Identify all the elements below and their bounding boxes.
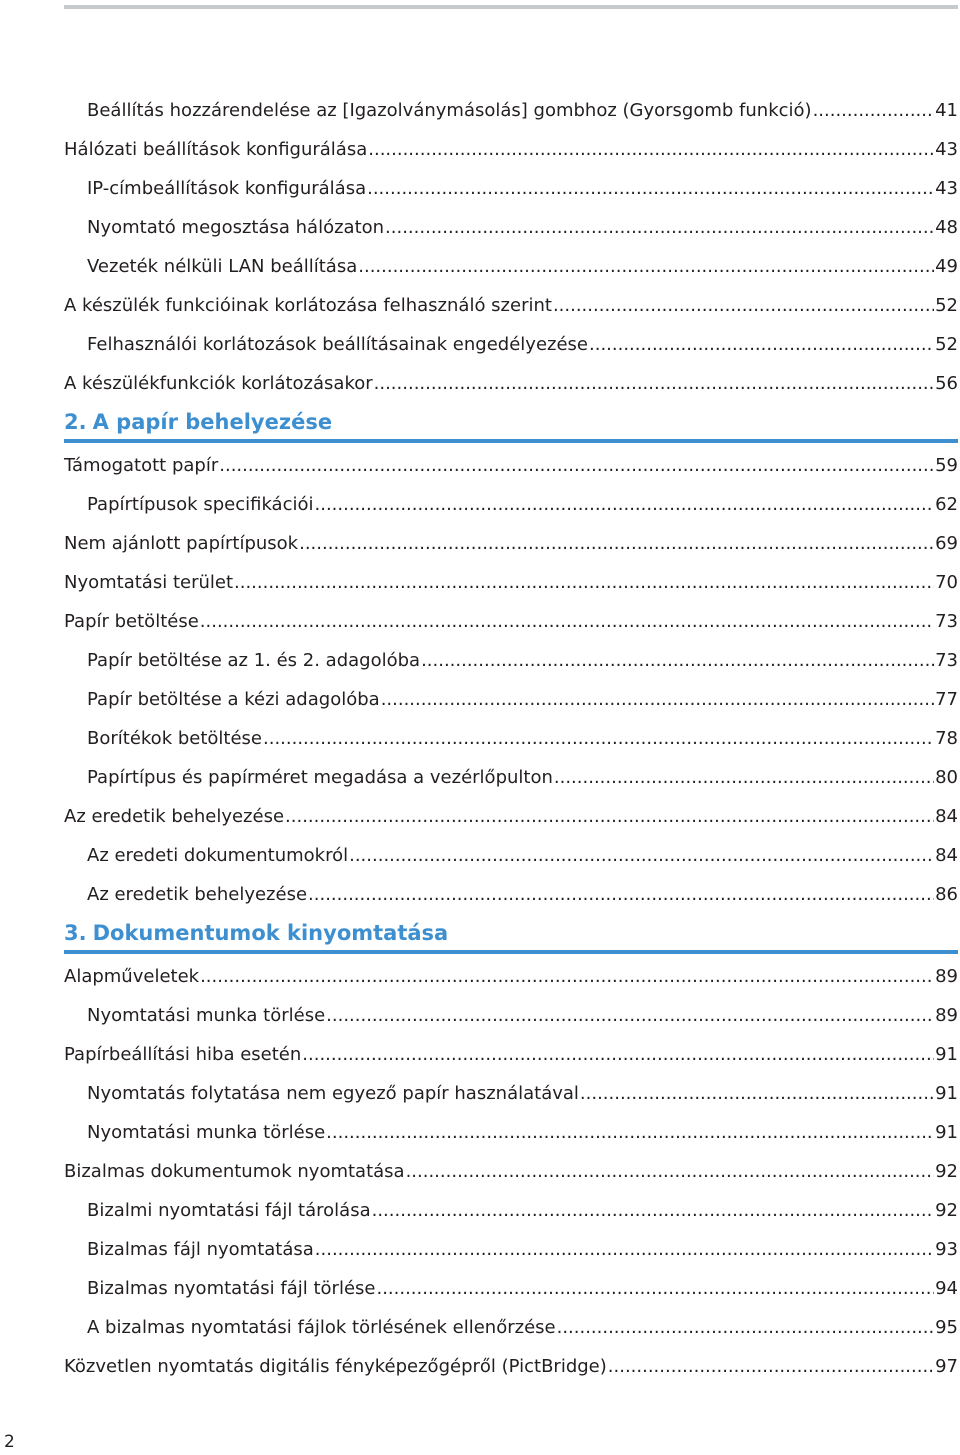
toc-entry-title: Felhasználói korlátozások beállításainak engedélyezése xyxy=(87,334,588,355)
toc-entry[interactable] xyxy=(64,247,958,286)
toc-entry-page: 56 xyxy=(935,373,958,394)
toc-entry-title: Bizalmas fájl nyomtatása xyxy=(87,1239,314,1260)
toc-entry[interactable] xyxy=(64,169,958,208)
dot-leader xyxy=(200,602,934,641)
dot-leader xyxy=(302,1035,934,1074)
toc-entry[interactable] xyxy=(64,325,958,364)
dot-leader xyxy=(299,524,934,563)
dot-leader xyxy=(608,1347,934,1386)
toc-entry-page: 73 xyxy=(935,650,958,671)
toc-entry-title: Vezeték nélküli LAN beállítása xyxy=(87,256,358,277)
toc-entry[interactable] xyxy=(64,996,958,1035)
toc-entry-page: 48 xyxy=(935,217,958,238)
dot-leader xyxy=(385,208,934,247)
toc-entry[interactable] xyxy=(64,208,958,247)
toc-entry-page: 93 xyxy=(935,1239,958,1260)
toc-entry[interactable] xyxy=(64,130,958,169)
toc-entry-title: Bizalmas dokumentumok nyomtatása xyxy=(64,1161,405,1182)
toc-entry[interactable] xyxy=(64,1191,958,1230)
chapter-title: Dokumentumok kinyomtatása xyxy=(92,921,449,945)
toc-entry-page: 43 xyxy=(935,178,958,199)
toc-entry[interactable] xyxy=(64,836,958,875)
toc-entry-title: Nyomtató megosztása hálózaton xyxy=(87,217,385,238)
toc-entry[interactable] xyxy=(64,485,958,524)
toc-entry-page: 59 xyxy=(935,455,958,476)
toc-entry-title: A készülékfunkciók korlátozásakor xyxy=(64,373,373,394)
chapter-title: A papír behelyezése xyxy=(92,410,333,434)
dot-leader xyxy=(406,1152,935,1191)
toc-entry-page: 95 xyxy=(935,1317,958,1338)
toc-entry[interactable] xyxy=(64,524,958,563)
toc-entry-page: 70 xyxy=(935,572,958,593)
page-number: 2 xyxy=(4,1432,15,1452)
toc-entry[interactable] xyxy=(64,446,958,485)
toc-entry[interactable] xyxy=(64,719,958,758)
toc-entry-page: 43 xyxy=(935,139,958,160)
toc-entry-title: Papír betöltése a kézi adagolóba xyxy=(87,689,380,710)
dot-leader xyxy=(553,286,934,325)
toc-entry-title: Nyomtatás folytatása nem egyező papír használatával xyxy=(87,1083,579,1104)
toc-entry-title: Alapműveletek xyxy=(64,966,200,987)
toc-entry[interactable] xyxy=(64,957,958,996)
toc-entry-page: 77 xyxy=(935,689,958,710)
toc-entry[interactable] xyxy=(64,1308,958,1347)
toc-entry-title: A készülék funkcióinak korlátozása felhasználó szerint xyxy=(64,295,552,316)
toc-entry-title: Hálózati beállítások konfigurálása xyxy=(64,139,368,160)
toc-entry-title: Közvetlen nyomtatás digitális fényképezőgépről (PictBridge) xyxy=(64,1356,607,1377)
toc-entry-page: 89 xyxy=(935,1005,958,1026)
toc-entry[interactable] xyxy=(64,1152,958,1191)
toc-entry-title: Bizalmi nyomtatási fájl tárolása xyxy=(87,1200,371,1221)
toc-entry-title: Az eredetik behelyezése xyxy=(64,806,285,827)
toc-entry[interactable] xyxy=(64,680,958,719)
toc-entry-page: 62 xyxy=(935,494,958,515)
toc-entry-page: 80 xyxy=(935,767,958,788)
toc-entry-title: Papírbeállítási hiba esetén xyxy=(64,1044,302,1065)
toc-entry-page: 97 xyxy=(935,1356,958,1377)
dot-leader xyxy=(326,996,934,1035)
chapter-number: 3. xyxy=(64,921,87,945)
toc-entry-title: Bizalmas nyomtatási fájl törlése xyxy=(87,1278,376,1299)
dot-leader xyxy=(315,1230,934,1269)
top-rule xyxy=(64,5,958,9)
dot-leader xyxy=(349,836,934,875)
dot-leader xyxy=(554,758,934,797)
toc-entry[interactable] xyxy=(64,602,958,641)
toc-entry-page: 78 xyxy=(935,728,958,749)
dot-leader xyxy=(308,875,934,914)
toc-entry[interactable] xyxy=(64,641,958,680)
toc-entry-page: 52 xyxy=(935,334,958,355)
toc-entry-page: 49 xyxy=(935,256,958,277)
toc-entry-title: Papír betöltése az 1. és 2. adagolóba xyxy=(87,650,421,671)
toc-entry-page: 84 xyxy=(935,845,958,866)
dot-leader xyxy=(219,446,934,485)
toc-entry-title: Papír betöltése xyxy=(64,611,199,632)
toc-entry[interactable] xyxy=(64,364,958,403)
dot-leader xyxy=(372,1191,934,1230)
dot-leader xyxy=(315,485,935,524)
dot-leader xyxy=(263,719,934,758)
dot-leader xyxy=(813,91,935,130)
toc-entry-page: 91 xyxy=(935,1083,958,1104)
toc-entry-page: 91 xyxy=(935,1122,958,1143)
toc-entry[interactable] xyxy=(64,1230,958,1269)
toc-entry[interactable] xyxy=(64,286,958,325)
toc-entry-title: Nyomtatási munka törlése xyxy=(87,1122,326,1143)
chapter-heading[interactable] xyxy=(64,914,958,954)
toc-entry-title: Nyomtatási munka törlése xyxy=(87,1005,326,1026)
dot-leader xyxy=(367,169,934,208)
toc-entry-title: Az eredetik behelyezése xyxy=(87,884,308,905)
toc-entry[interactable] xyxy=(64,1035,958,1074)
toc-entry[interactable] xyxy=(64,91,958,130)
chapter-number: 2. xyxy=(64,410,87,434)
dot-leader xyxy=(358,247,934,286)
toc-entry[interactable] xyxy=(64,1347,958,1386)
toc-entry[interactable] xyxy=(64,758,958,797)
toc-entry-page: 89 xyxy=(935,966,958,987)
toc-entry-page: 94 xyxy=(935,1278,958,1299)
toc-entry[interactable] xyxy=(64,1113,958,1152)
toc-entry-page: 86 xyxy=(935,884,958,905)
dot-leader xyxy=(376,1269,934,1308)
toc-entry-title: A bizalmas nyomtatási fájlok törlésének ellenőrzése xyxy=(87,1317,556,1338)
dot-leader xyxy=(374,364,934,403)
table-of-contents xyxy=(64,91,958,1386)
toc-entry-title: Papírtípus és papírméret megadása a vezérlőpulton xyxy=(87,767,553,788)
toc-entry[interactable] xyxy=(64,797,958,836)
toc-entry-page: 52 xyxy=(935,295,958,316)
dot-leader xyxy=(234,563,934,602)
dot-leader xyxy=(557,1308,935,1347)
toc-entry[interactable] xyxy=(64,1074,958,1113)
toc-entry-title: Papírtípusok specifikációi xyxy=(87,494,314,515)
toc-entry[interactable] xyxy=(64,563,958,602)
toc-entry-page: 91 xyxy=(935,1044,958,1065)
dot-leader xyxy=(200,957,934,996)
toc-entry-page: 84 xyxy=(935,806,958,827)
toc-entry-title: Támogatott papír xyxy=(64,455,219,476)
toc-entry-title: Az eredeti dokumentumokról xyxy=(87,845,349,866)
toc-entry-title: Nyomtatási terület xyxy=(64,572,234,593)
toc-entry-title: IP-címbeállítások konfigurálása xyxy=(87,178,367,199)
dot-leader xyxy=(368,130,934,169)
dot-leader xyxy=(285,797,934,836)
toc-entry-title: Nem ajánlott papírtípusok xyxy=(64,533,299,554)
dot-leader xyxy=(580,1074,934,1113)
toc-entry-title: Beállítás hozzárendelése az [Igazolványmásolás] gombhoz (Gyorsgomb funkció) xyxy=(87,100,812,121)
toc-entry[interactable] xyxy=(64,1269,958,1308)
dot-leader xyxy=(381,680,934,719)
toc-entry-page: 92 xyxy=(935,1161,958,1182)
toc-entry-title: Borítékok betöltése xyxy=(87,728,262,749)
toc-entry-page: 73 xyxy=(935,611,958,632)
toc-entry-page: 41 xyxy=(935,100,958,121)
dot-leader xyxy=(589,325,934,364)
toc-entry-page: 69 xyxy=(935,533,958,554)
dot-leader xyxy=(421,641,934,680)
toc-entry-page: 92 xyxy=(935,1200,958,1221)
chapter-heading[interactable] xyxy=(64,403,958,443)
toc-entry[interactable] xyxy=(64,875,958,914)
dot-leader xyxy=(326,1113,934,1152)
